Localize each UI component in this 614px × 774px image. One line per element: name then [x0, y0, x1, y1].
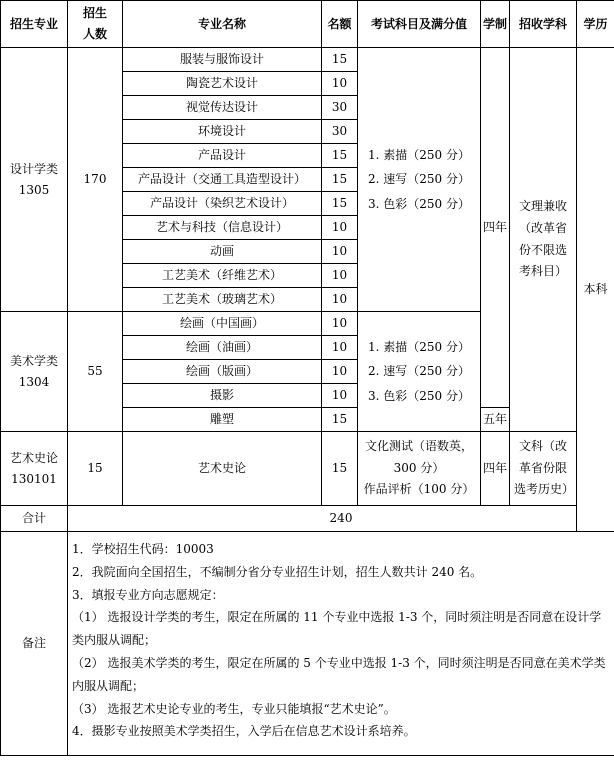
col-header-subjects: 招收学科 — [510, 1, 577, 48]
major-quota: 10 — [322, 336, 358, 360]
major-quota: 10 — [322, 312, 358, 336]
major-quota: 15 — [322, 144, 358, 168]
note-line: （1） 选报设计学类的考生，限定在所属的 11 个专业中选报 1-3 个，同时须注明是否同意在设计学类内服从调配； — [72, 610, 602, 648]
exam-line: 1. 素描（250 分） — [368, 147, 470, 162]
major-quota: 10 — [322, 384, 358, 408]
col-header-degree: 学历 — [577, 1, 614, 48]
exam-line: 文化测试（语数英，300 分） — [364, 439, 473, 475]
major-name: 视觉传达设计 — [123, 96, 322, 120]
fine-arts-category-code: 1304 — [18, 374, 50, 389]
fine-arts-category-cell — [1, 312, 68, 432]
major-quota: 30 — [322, 120, 358, 144]
major-quota: 10 — [322, 360, 358, 384]
art-history-category-name: 艺术史论 — [9, 450, 58, 465]
exam-line: 2. 速写（250 分） — [368, 172, 470, 187]
notes-row — [1, 532, 614, 756]
subjects-main-cell: 文理兼收（改革省份不限选考科目） — [510, 48, 577, 432]
col-header-exam: 考试科目及满分值 — [358, 1, 481, 48]
major-name: 产品设计（交通工具造型设计） — [123, 168, 322, 192]
art-history-major: 艺术史论 — [123, 432, 322, 506]
major-name: 产品设计 — [123, 144, 322, 168]
total-row — [1, 506, 614, 532]
design-category-name: 设计学类 — [9, 161, 58, 176]
header-row — [1, 1, 614, 48]
major-name: 陶瓷艺术设计 — [123, 72, 322, 96]
major-name: 艺术与科技（信息设计） — [123, 216, 322, 240]
duration-five-cell: 五年 — [481, 408, 510, 432]
col-header-enrollment: 招生人数 — [68, 1, 123, 48]
fine-arts-enrollment: 55 — [68, 312, 123, 432]
major-name: 产品设计（染织艺术设计） — [123, 192, 322, 216]
note-line: （3） 选报艺术史论专业的考生，专业只能填报“艺术史论”。 — [72, 701, 396, 716]
fine-arts-category-name: 美术学类 — [9, 353, 58, 368]
col-header-major: 专业名称 — [123, 1, 322, 48]
art-history-exam-cell — [358, 432, 481, 506]
note-line: 4．摄影专业按照美术学类招生，入学后在信息艺术设计系培养。 — [72, 724, 416, 739]
table-row — [1, 432, 614, 506]
exam-line: 2. 速写（250 分） — [368, 364, 470, 379]
major-quota: 15 — [322, 48, 358, 72]
note-line: 1．学校招生代码：10003 — [72, 542, 214, 556]
design-category-cell — [1, 48, 68, 312]
major-quota: 15 — [322, 408, 358, 432]
exam-line: 3. 色彩（250 分） — [368, 388, 470, 403]
note-line: 2．我院面向全国招生，不编制分省分专业招生计划，招生人数共计 240 名。 — [72, 564, 483, 579]
design-category-code: 1305 — [18, 182, 50, 197]
major-quota: 30 — [322, 96, 358, 120]
art-history-subjects: 文科（改革省份限选考历史） — [510, 432, 577, 506]
art-history-enrollment: 15 — [68, 432, 123, 506]
art-history-category-cell — [1, 432, 68, 506]
major-quota: 10 — [322, 72, 358, 96]
art-history-category-code: 130101 — [11, 471, 57, 486]
note-line: 3．填报专业方向志愿规定： — [72, 587, 224, 602]
major-name: 动画 — [123, 240, 322, 264]
col-header-quota: 名额 — [322, 1, 358, 48]
major-name: 工艺美术（玻璃艺术） — [123, 288, 322, 312]
major-name: 绘画（版画） — [123, 360, 322, 384]
major-quota: 15 — [322, 168, 358, 192]
major-quota: 10 — [322, 216, 358, 240]
art-history-duration: 四年 — [481, 432, 510, 506]
major-name: 绘画（中国画） — [123, 312, 322, 336]
design-enrollment: 170 — [68, 48, 123, 312]
total-label: 合计 — [1, 506, 68, 532]
major-name: 雕塑 — [123, 408, 322, 432]
fine-arts-exam-cell — [358, 312, 481, 432]
major-name: 绘画（油画） — [123, 336, 322, 360]
exam-line: 作品评析（100 分） — [363, 482, 475, 497]
exam-line: 1. 素描（250 分） — [368, 339, 470, 354]
note-line: （2） 选报美术学类的考生，限定在所属的 5 个专业中选报 1-3 个，同时须注明是否同意在美术学类内服从调配； — [72, 655, 606, 693]
major-name: 工艺美术（纤维艺术） — [123, 264, 322, 288]
notes-content — [68, 532, 614, 756]
major-name: 环境设计 — [123, 120, 322, 144]
major-quota: 10 — [322, 240, 358, 264]
major-quota: 15 — [322, 192, 358, 216]
art-history-quota: 15 — [322, 432, 358, 506]
table-row — [1, 48, 614, 72]
major-name: 服装与服饰设计 — [123, 48, 322, 72]
notes-label: 备注 — [1, 532, 68, 756]
col-header-duration: 学制 — [481, 1, 510, 48]
degree-cell: 本科 — [577, 48, 614, 532]
major-name: 摄影 — [123, 384, 322, 408]
design-exam-cell — [358, 48, 481, 312]
exam-line: 3. 色彩（250 分） — [368, 196, 470, 211]
major-quota: 10 — [322, 264, 358, 288]
total-value: 240 — [68, 506, 614, 532]
col-header-category: 招生专业 — [1, 1, 68, 48]
major-quota: 10 — [322, 288, 358, 312]
duration-four-cell: 四年 — [481, 48, 510, 408]
